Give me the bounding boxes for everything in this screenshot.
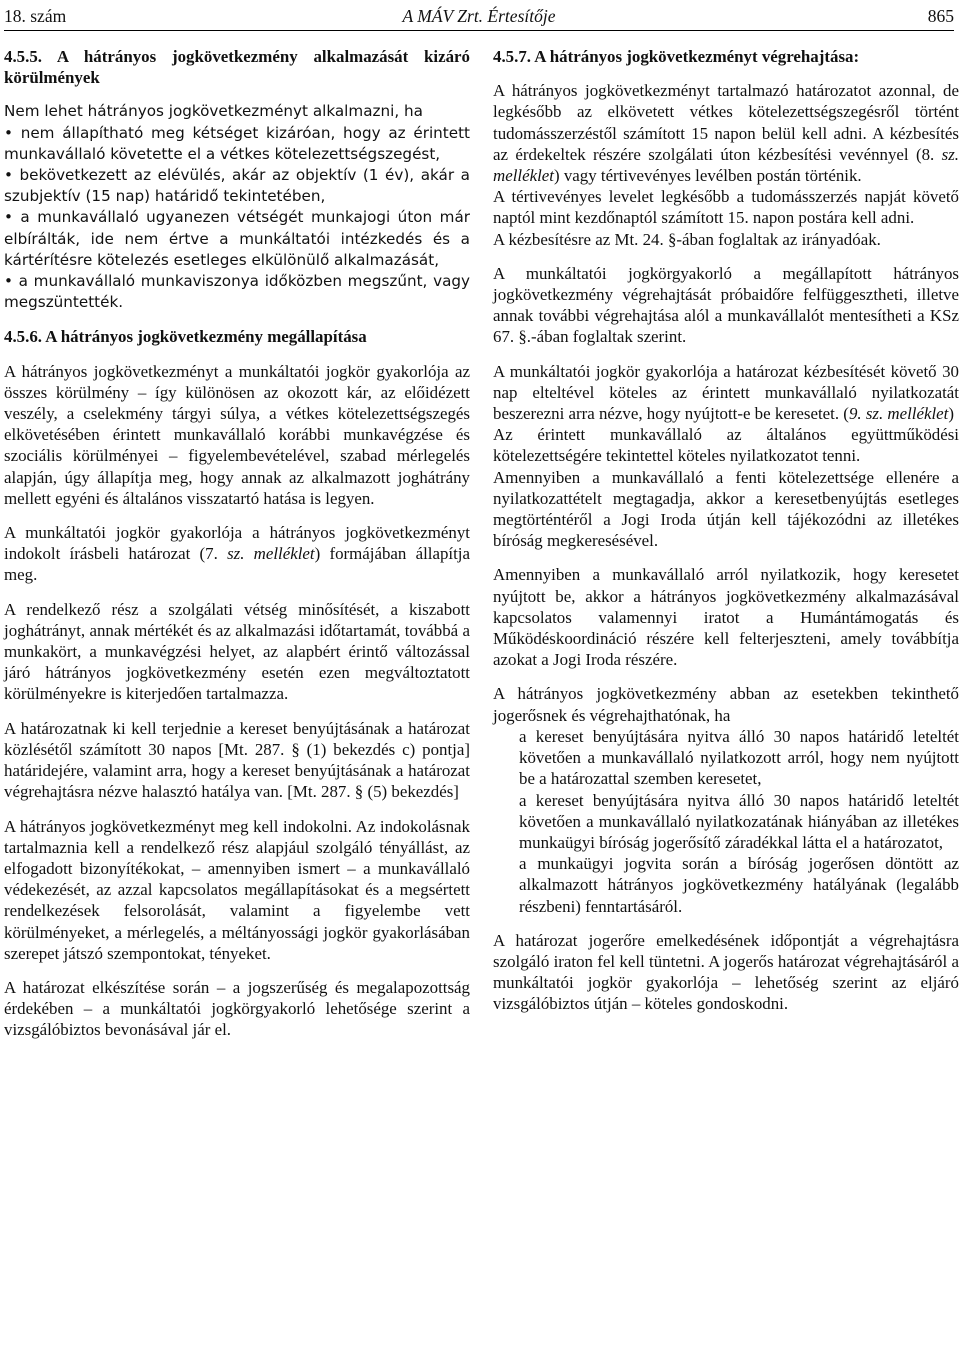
journal-title: A MÁV Zrt. Értesítője [402, 6, 556, 26]
condition-item: a munkaügyi jogvita során a bíróság jogerősen döntött az alkalmazott hátrányos jogkövetkezmény hatályának (legalább részbeni) fenntartásáról. [519, 854, 959, 916]
paragraph: Az érintett munkavállaló az általános együttműködési kötelezettségére tekintettel köteles nyilatkozatot tenni. [493, 425, 959, 466]
issue-number: 18. szám [4, 6, 67, 26]
exclusion-item: • nem állapítható meg kétséget kizáróan, hogy az érintett munkavállaló követette el a vétkes kötelezettségszegést, [4, 123, 470, 163]
paragraph: A határozat jogerőre emelkedésének időpontját a végrehajtásra szolgáló iraton fel kell tüntetni. A jogerős határozat végrehajtásáról a munkáltatói jogkör gyakorlója – lehetőség szerint az eljáró vizsgálóbiztos útján – köteles gondoskodni. [493, 930, 959, 1014]
paragraph: A munkáltatói jogkör gyakorlója a hátrányos jogkövetkezményt indokolt írásbeli határozat (7. sz. melléklet) formájában állapítja meg. [4, 523, 470, 585]
paragraph: A hátrányos jogkövetkezményt a munkáltatói jogkör gyakorlója az összes körülmény – így különösen az okozott kár, az előidézett veszély, a cselekmény tárgyi súlya, a vétkes kötelezettségszegés elkövetésében érintett munkavállaló korábbi munkavégzése és szociális körülményei – figyelembevételével, szabad mérlegelés alapján, úgy állapítja meg, hogy annak az alkalmazott joghátrány mellett egyéni és általános visszatartó hatása is legyen. [4, 361, 470, 508]
left-column [4, 46, 470, 1041]
section-title-4-5-6: 4.5.6. A hátrányos jogkövetkezmény megállapítása [4, 327, 367, 347]
paragraph: A tértivevényes levelet legkésőbb a tudomásszerzés napját követő naptól mint kezdőnaptól számított 15. napon postára kell adni. [493, 187, 959, 228]
paragraph: A határozat elkészítése során – a jogszerűség és megalapozottság érdekében – a munkáltatói jogkörgyakorló lehetősége szerint a vizsgálóbiztos bevonásával jár el. [4, 977, 470, 1040]
exclusion-list [4, 101, 470, 313]
annex-reference: 9. sz. melléklet [848, 404, 949, 424]
paragraph: A munkáltatói jogkörgyakorló a megállapított hátrányos jogkövetkezmény végrehajtását próbaidőre felfüggesztheti, illetve annak további végrehajtása alól a munkavállalót mentesítheti a KSz 67. §.-ában foglaltak szerint. [493, 263, 959, 347]
paragraph: A munkáltatói jogkör gyakorlója a határozat kézbesítését követő 30 nap elteltével köteles az érintett munkavállaló nyilatkozatát beszerezni arra nézve, hogy nyújtott-e be keresetet. (9. sz. melléklet) [493, 361, 959, 424]
paragraph: A hátrányos jogkövetkezményt meg kell indokolni. Az indokolásnak tartalmaznia kell a rendelkező rész alapjául szolgáló tényállást, az elfogadott bizonyítékokat, – amennyiben ismert – a munkavállaló védekezését, az azzal kapcsolatos megállapításokat és a megsértett rendelkezések felsorolását, valamint a figyelembe vett körülményeket, a mérlegelés, a méltányossági jogkör gyakorlásában szerepet játszó szempontokat, tényeket. [4, 816, 470, 963]
annex-reference: sz. melléklet [493, 144, 959, 186]
paragraph: A rendelkező rész a szolgálati vétség minősítését, a kiszabott joghátrányt, annak mértékét és az alkalmazási időtartamát, továbbá a munkakört, a munkavégzési helyet, az alapbért érintő változással járó hátrányos jogkövetkezmény esetén ezen megváltoztatott körülményekre is kiterjedően tartalmazza. [4, 599, 470, 704]
paragraph: A kézbesítésre az Mt. 24. §-ában foglaltak az irányadóak. [493, 229, 881, 249]
exclusion-intro: Nem lehet hátrányos jogkövetkezményt alkalmazni, ha [4, 102, 423, 121]
paragraph: Amennyiben a munkavállaló a fenti kötelezettsége ellenére a nyilatkozattételt megtagadja, akkor a keresetbenyújtás esetleges megtörténtéről a Jogi Iroda útján kell tájékozódni az illetékes bíróság megkeresésével. [493, 467, 959, 551]
page-number: 865 [927, 6, 954, 26]
page-header [4, 6, 954, 31]
exclusion-item: • bekövetkezett az elévülés, akár az objektív (1 év), akár a szubjektív (15 nap) határidő tekintetében, [4, 166, 470, 206]
paragraph: A határozatnak ki kell terjednie a kereset benyújtásának a határozat közlésétől számított 30 napos [Mt. 287. § (1) bekezdés c) pontja] határidejére, valamint arra, hogy a kereset benyújtásának a határozat végrehajtásra nézve halasztó hatálya van. [Mt. 287. § (5) bekezdés] [4, 718, 470, 802]
exclusion-item: • a munkavállaló munkaviszonya időközben megszűnt, vagy megszüntették. [4, 272, 470, 312]
exclusion-item: • a munkavállaló ugyanezen vétségét munkajogi úton már elbírálták, ide nem értve a munkáltatói intézkedés és a kártérítésre kötelezés esetleges elkülönülő alkalmazását, [4, 208, 470, 269]
section-title-4-5-5: 4.5.5. A hátrányos jogkövetkezmény alkalmazását kizáró körülmények [4, 47, 470, 88]
condition-item: a kereset benyújtására nyitva álló 30 napos határidő leteltét követően a munkavállaló nyilatkozott arról, hogy nem nyújtott be a határozattal szemben keresetet, [519, 726, 959, 789]
condition-item: a kereset benyújtására nyitva álló 30 napos határidő leteltét követően a munkavállaló nyilatkozatának hiányában az illetékes munkaügyi bíróság jogerősítő záradékkal látta el a határozatot, [519, 790, 959, 852]
paragraph: Amennyiben a munkavállaló arról nyilatkozik, hogy keresetet nyújtott be, akkor a hátrányos jogkövetkezmény alkalmazásával kapcsolatos valamennyi iratot a Humántámogatás és Működéskoordináció részére kell felterjeszteni, amely továbbítja azokat a Jogi Iroda részére. [493, 565, 959, 670]
paragraph: A hátrányos jogkövetkezményt tartalmazó határozatot azonnal, de legkésőbb az elkövetett vétkes kötelezettségszegésről történt tudomásszerzéstől számított 15 napon belül kell adni. A kézbesítés az érdekeltek részére szolgálati úton kézbesítési vevénnyel (8. sz. melléklet) vagy tértivevényes levélben postán történik. [493, 81, 959, 186]
annex-reference: sz. melléklet [227, 544, 315, 564]
section-title-4-5-7: 4.5.7. A hátrányos jogkövetkezményt végrehajtása: [493, 47, 860, 66]
right-column [493, 46, 959, 1015]
paragraph: A hátrányos jogkövetkezmény abban az esetekben tekinthető jogerősnek és végrehajthatónak, ha [493, 684, 959, 725]
